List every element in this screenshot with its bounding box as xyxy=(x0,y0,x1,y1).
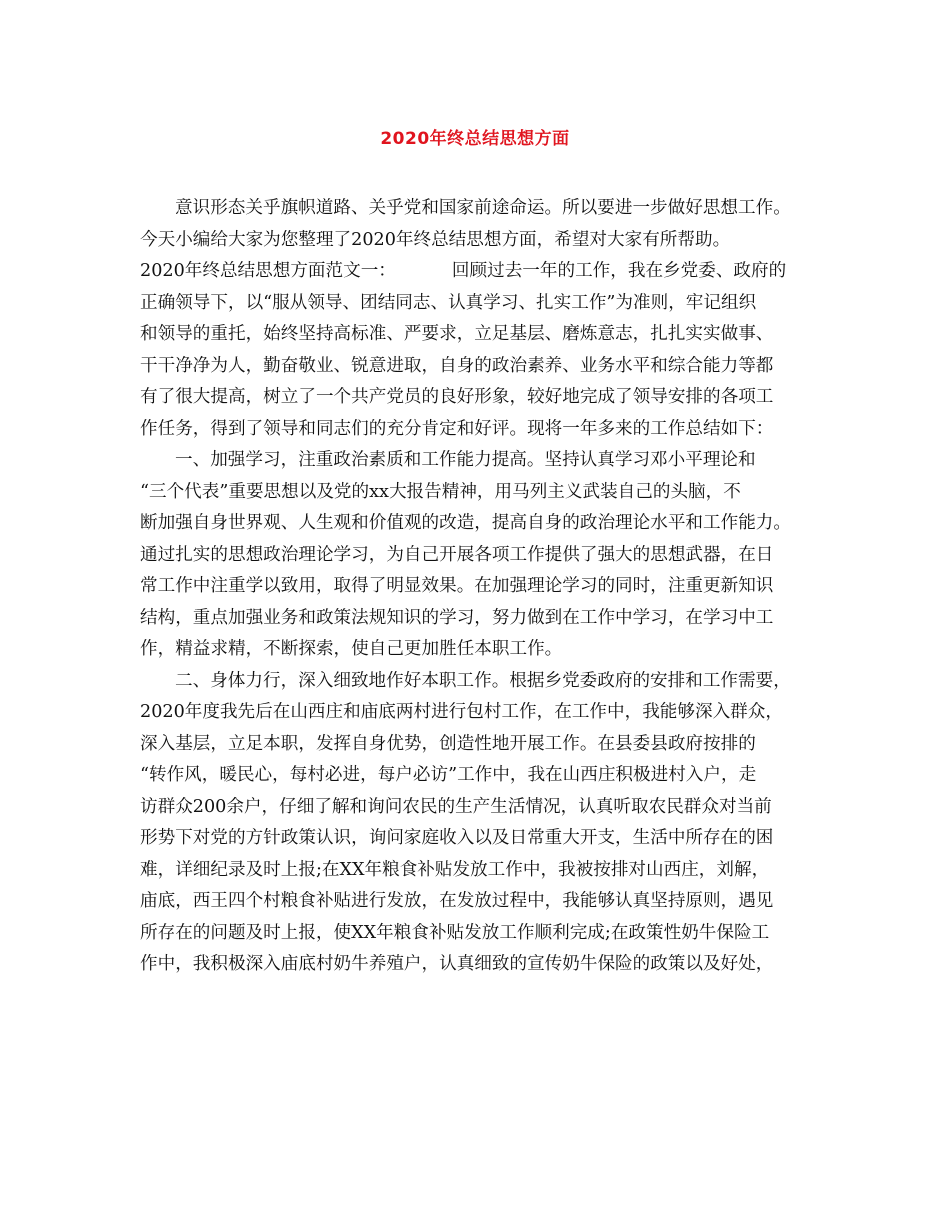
text-line-content: “三个代表”重要思想以及党的xx大报告精神，用马列主义武装自己的头脑，不 xyxy=(140,481,741,502)
text-line-content: 庙底，西王四个村粮食补贴进行发放，在发放过程中，我能够认真坚持原则，遇见 xyxy=(140,891,774,911)
text-line-content: 2020年终总结思想方面范文一： xyxy=(140,261,396,281)
text-line-content: 有了很大提高，树立了一个共产党员的良好形象，较好地完成了领导安排的各项工 xyxy=(140,387,774,407)
text-line xyxy=(140,918,840,950)
text-line-content: 意识形态关乎旗帜道路、关乎党和国家前途命运。所以要进一步做好思想工作。 xyxy=(175,198,791,218)
text-line xyxy=(140,729,840,761)
text-line-content: 回顾过去一年的工作，我在乡党委、政府的 xyxy=(451,261,787,281)
text-line-content: 结构，重点加强业务和政策法规知识的学习，努力做到在工作中学习，在学习中工 xyxy=(140,607,774,628)
text-line xyxy=(140,666,840,698)
text-line xyxy=(140,886,840,918)
text-line-content: 今天小编给大家为您整理了2020年终总结思想方面，希望对大家有所帮助。 xyxy=(140,229,731,250)
text-line xyxy=(140,760,840,792)
text-line-content: 正确领导下，以“服从领导、团结同志、认真学习、扎实工作”为准则，牢记组织 xyxy=(140,292,757,313)
document-body xyxy=(140,193,840,981)
text-line-content: 作任务，得到了领导和同志们的充分肯定和好评。现将一年多来的工作总结如下： xyxy=(140,418,774,439)
text-line xyxy=(140,477,840,509)
text-line xyxy=(140,414,840,446)
text-line xyxy=(140,823,840,855)
text-line xyxy=(140,319,840,351)
document-title: 2020年终总结思想方面 xyxy=(380,129,570,149)
text-line xyxy=(140,256,840,288)
text-line-content: 所存在的问题及时上报，使XX年粮食补贴发放工作顺利完成;在政策性奶牛保险工 xyxy=(140,922,770,943)
text-line xyxy=(140,508,840,540)
text-line xyxy=(140,445,840,477)
text-line xyxy=(140,603,840,635)
text-line-content: 一、加强学习，注重政治素质和工作能力提高。坚持认真学习邓小平理论和 xyxy=(175,450,756,470)
text-line xyxy=(140,193,840,225)
text-line-content: 作中，我积极深入庙底村奶牛养殖户，认真细致的宣传奶牛保险的政策以及好处， xyxy=(140,954,774,974)
text-line xyxy=(140,288,840,320)
text-line xyxy=(140,225,840,257)
text-line xyxy=(140,792,840,824)
text-line-content: 难，详细纪录及时上报;在XX年粮食补贴发放工作中，我被按排对山西庄，刘解， xyxy=(140,859,770,880)
text-line xyxy=(140,571,840,603)
text-line-content: “转作风，暖民心，每村必进，每户必访”工作中，我在山西庄积极进村入户，走 xyxy=(140,765,757,785)
text-line-content: 和领导的重托，始终坚持高标准、严要求，立足基层、磨炼意志，扎扎实实做事、 xyxy=(140,324,774,344)
text-line-content: 常工作中注重学以致用，取得了明显效果。在加强理论学习的同时，注重更新知识 xyxy=(140,576,774,596)
text-line xyxy=(140,855,840,887)
text-line xyxy=(140,351,840,383)
text-line-content: 二、身体力行，深入细致地作好本职工作。根据乡党委政府的安排和工作需要， xyxy=(175,670,791,691)
text-line-content: 访群众200余户，仔细了解和询问农民的生产生活情况，认真听取农民群众对当前 xyxy=(140,796,772,817)
text-line-content: 深入基层，立足本职，发挥自身优势，创造性地开展工作。在县委县政府按排的 xyxy=(140,733,756,754)
text-line xyxy=(140,697,840,729)
text-line xyxy=(140,949,840,981)
text-line xyxy=(140,382,840,414)
text-line-content: 2020年度我先后在山西庄和庙底两村进行包村工作，在工作中，我能够深入群众， xyxy=(140,702,783,722)
text-line-content: 通过扎实的思想政治理论学习，为自己开展各项工作提供了强大的思想武器，在日 xyxy=(140,544,774,565)
text-line-content: 作，精益求精，不断探索，使自己更加胜任本职工作。 xyxy=(140,639,563,659)
text-line-content: 干干净净为人，勤奋敬业、锐意进取，自身的政治素养、业务水平和综合能力等都 xyxy=(140,355,774,376)
text-line xyxy=(140,634,840,666)
text-line xyxy=(140,540,840,572)
text-line-content: 形势下对党的方针政策认识，询问家庭收入以及日常重大开支，生活中所存在的困 xyxy=(140,828,774,848)
text-line-content: 断加强自身世界观、人生观和价值观的改造，提高自身的政治理论水平和工作能力。 xyxy=(140,513,791,533)
